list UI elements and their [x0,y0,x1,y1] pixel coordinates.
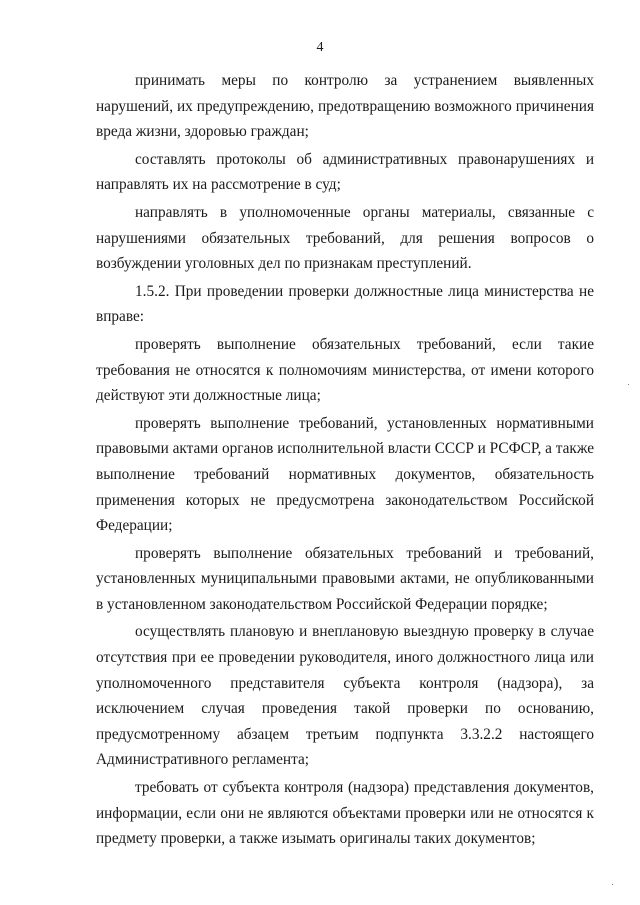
paragraph-send-materials: направлять в уполномоченные органы материалы, связанные с нарушениями обязательных требований, для решения вопросов о возбуждении уголовных дел по признакам преступлений. [96,203,594,273]
paragraph-demand-documents: требовать от субъекта контроля (надзора) представления документов, информации, если они не являются объектами проверки или не относятся к предмету проверки, а также изымать оригиналы таких документов; [96,779,594,848]
paragraph-check-municipal-acts: проверять выполнение обязательных требований и требований, установленных муниципальными правовыми актами, не опубликованными в установленном законодательством Российской Федерации порядке; [96,544,594,613]
paragraph-take-measures: принимать меры по контролю за устранением выявленных нарушений, их предупреждению, предотвращению возможного причинения вреда жизни, здоровью граждан; [96,72,594,141]
paragraph-check-requirements-ministry: проверять выполнение обязательных требований, если такие требования не относятся к полномочиям министерства, от имени которого действуют эти должностные лица; [96,335,594,405]
scan-artifact-dot [628,384,629,385]
scan-artifact-dot [612,884,613,885]
paragraph-check-ussr-rsfsr-acts: проверять выполнение требований, установленных нормативными правовыми актами органов исполнительной власти СССР и РСФСР, а также выполнение требований нормативных документов, обязательность применения которых не предусмотрена законодательством Российской Федерации; [96,414,594,535]
paragraph-draw-up-protocols: составлять протоколы об административных правонарушениях и направлять их на рассмотрение в суд; [96,150,594,194]
page-number: 4 [316,40,324,55]
paragraph-field-inspection-absence: осуществлять плановую и внеплановую выездную проверку в случае отсутствия при ее проведении руководителя, иного должностного лица или уполномоченного представителя субъекта контроля (надзора), за исключением случая проведения такой проверки по основанию, предусмотренному абзацем третьим подпункта 3.3.2.2 настоящего Административного регламента; [96,623,594,769]
paragraph-section-1-5-2: 1.5.2. При проведении проверки должностные лица министерства не вправе: [96,282,594,326]
document-body [96,68,594,854]
